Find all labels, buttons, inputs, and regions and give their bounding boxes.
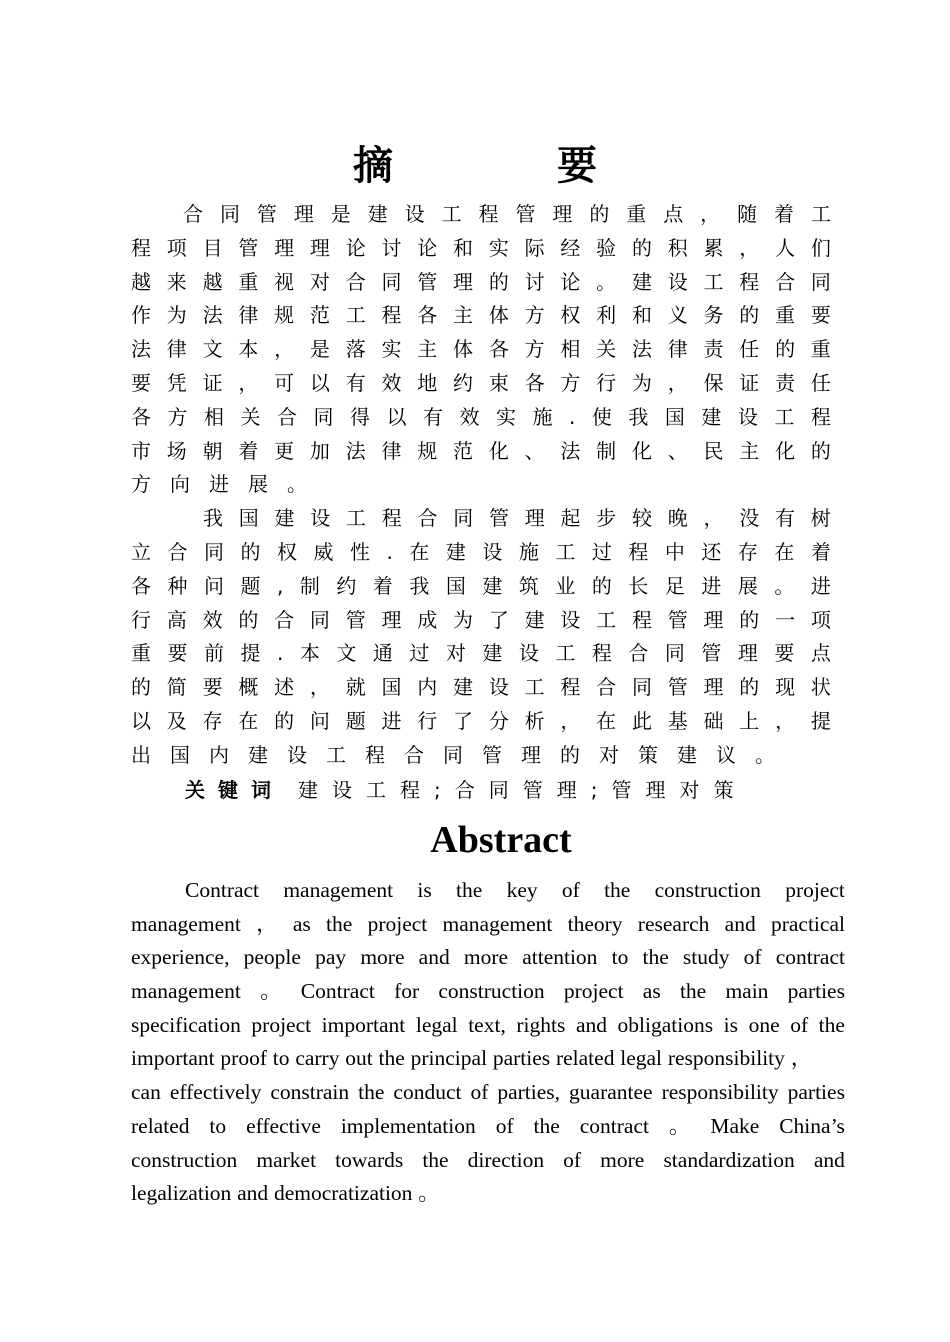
text-line: 程 项 目 管 理 理 论 讨 论 和 实 际 经 验 的 积 累 ， 人 们 <box>131 235 831 260</box>
chinese-paragraph-1 <box>131 198 831 502</box>
text-line: 出 国 内 建 设 工 程 合 同 管 理 的 对 策 建 议 。 <box>131 742 775 767</box>
chinese-abstract-body <box>131 198 831 773</box>
keywords-value: 建设工程;合同管理;管理对策 <box>298 778 748 802</box>
text-line: 我 国 建 设 工 程 合 同 管 理 起 步 较 晚 ， 没 有 树 <box>203 506 831 531</box>
chinese-paragraph-2 <box>131 502 831 772</box>
text-line: management 。 Contract for construction project as the main parties <box>131 979 845 1004</box>
text-line: 重 要 前 提 . 本 文 通 过 对 建 设 工 程 合 同 管 理 要 点 <box>131 641 831 666</box>
text-line: 行 高 效 的 合 同 管 理 成 为 了 建 设 工 程 管 理 的 一 项 <box>131 607 831 632</box>
text-line: 越 来 越 重 视 对 合 同 管 理 的 讨 论 。 建 设 工 程 合 同 <box>131 269 831 294</box>
text-line: 方 向 进 展 。 <box>131 472 307 497</box>
text-line: experience, people pay more and more attention to the study of contract <box>131 945 845 970</box>
chinese-abstract-title: 摘 要 <box>353 142 672 189</box>
text-line: 市 场 朝 着 更 加 法 律 规 范 化 、 法 制 化 、 民 主 化 的 <box>131 438 831 463</box>
text-line: construction market towards the direction of more standardization and <box>131 1147 845 1172</box>
text-line: specification project important legal text, rights and obligations is one of the <box>131 1012 845 1037</box>
text-line: 各 种 问 题 , 制 约 着 我 国 建 筑 业 的 长 足 进 展 。 进 <box>131 573 831 598</box>
english-abstract-title: Abstract <box>430 819 572 861</box>
english-abstract-body <box>131 874 845 1211</box>
text-line: management ， as the project management theory research and practical <box>131 911 845 936</box>
text-line: 要 凭 证 ， 可 以 有 效 地 约 束 各 方 行 为 ， 保 证 责 任 <box>131 370 831 395</box>
keywords-label: 关键词 <box>185 778 284 802</box>
text-line: Contract management is the key of the construction project <box>185 878 845 902</box>
text-line: can effectively constrain the conduct of parties, guarantee responsibility parties <box>131 1080 845 1105</box>
text-line: related to effective implementation of the contract 。 Make China’s <box>131 1113 845 1138</box>
text-line: 各 方 相 关 合 同 得 以 有 效 实 施 . 使 我 国 建 设 工 程 <box>131 404 831 429</box>
text-line: 作 为 法 律 规 范 工 程 各 主 体 方 权 利 和 义 务 的 重 要 <box>131 303 831 328</box>
text-line: 合 同 管 理 是 建 设 工 程 管 理 的 重 点 ， 随 着 工 <box>183 202 831 226</box>
text-line: important proof to carry out the principal parties related legal responsibility ， <box>131 1046 813 1071</box>
text-line: legalization and democratization 。 <box>131 1181 440 1206</box>
text-line: 的 简 要 概 述 ， 就 国 内 建 设 工 程 合 同 管 理 的 现 状 <box>131 675 831 700</box>
text-line: 立 合 同 的 权 威 性 . 在 建 设 施 工 过 程 中 还 存 在 着 <box>131 539 831 564</box>
keywords-line <box>185 773 747 807</box>
text-line: 法 律 文 本 ， 是 落 实 主 体 各 方 相 关 法 律 责 任 的 重 <box>131 337 831 362</box>
text-line: 以 及 存 在 的 问 题 进 行 了 分 析 ， 在 此 基 础 上 ， 提 <box>131 708 831 733</box>
